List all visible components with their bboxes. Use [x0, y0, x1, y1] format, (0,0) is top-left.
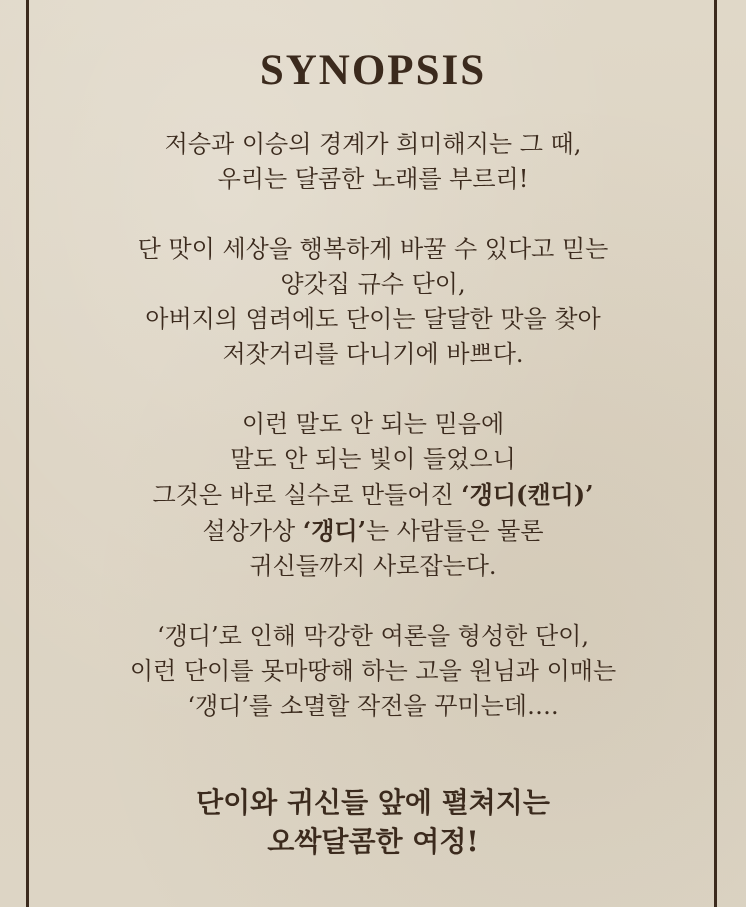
paragraph3-line4	[40, 513, 706, 549]
paragraph4-line2: 이런 단이를 못마땅해 하는 고을 원님과 이매는	[129, 657, 617, 685]
paragraph2-line3: 아버지의 염려에도 단이는 달달한 맛을 찾아	[145, 305, 601, 333]
paragraph3-line3-text: 그것은 바로 실수로 만들어진	[152, 481, 462, 509]
paragraph1-line2: 우리는 달콤한 노래를 부르리!	[217, 165, 529, 193]
closing-line1: 단이와 귀신들 앞에 펼쳐지는	[196, 786, 550, 819]
paragraph3-line3	[40, 477, 706, 513]
paragraph2-line4: 저잣거리를 다니기에 바쁘다.	[222, 340, 524, 368]
paragraph1-line1: 저승과 이승의 경계가 희미해지는 그 때,	[164, 130, 582, 158]
paragraph3-line4-suffix: 는 사람들은 물론	[365, 517, 544, 545]
closing-line2: 오싹달콤한 여정!	[267, 825, 479, 858]
paragraph2-line2: 양갓집 규수 단이,	[280, 270, 466, 298]
gaengdi-highlight: ‘갱디’	[302, 516, 366, 545]
paragraph3-line2: 말도 안 되는 빛이 들었으니	[230, 445, 516, 473]
paragraph4-line3: ‘갱디’를 소멸할 작전을 꾸미는데….	[187, 692, 559, 720]
paragraph3-line5: 귀신들까지 사로잡는다.	[249, 552, 497, 580]
paragraph4-line1: ‘갱디’로 인해 막강한 여론을 형성한 단이,	[157, 622, 589, 650]
paragraph3-line1: 이런 말도 안 되는 믿음에	[241, 410, 505, 438]
paragraph3-line4-prefix: 설상가상	[202, 517, 303, 545]
left-border-line	[26, 0, 29, 907]
synopsis-title: SYNOPSIS	[259, 47, 487, 94]
candy-highlight: ‘갱디(캔디)’	[461, 480, 594, 509]
synopsis-closing	[40, 783, 706, 861]
right-border-line	[714, 0, 717, 907]
paragraph2-line1: 단 맛이 세상을 행복하게 바꿀 수 있다고 믿는	[137, 235, 609, 263]
synopsis-body	[40, 127, 706, 724]
